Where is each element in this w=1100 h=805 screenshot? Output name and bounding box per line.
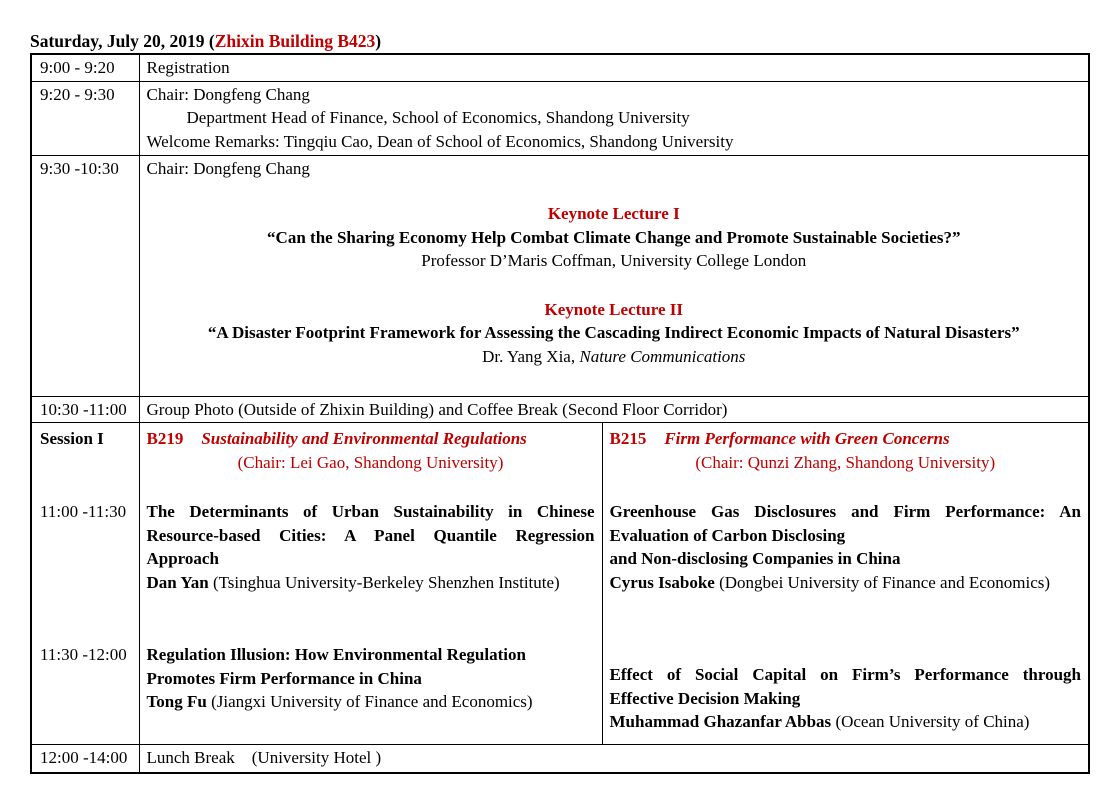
track-b-paper-1	[610, 500, 1082, 594]
track-a-paper-2-author-line	[147, 690, 595, 714]
program-table	[30, 53, 1090, 774]
track-b-paper-1-title-line-2: and Non-disclosing Companies in China	[609, 549, 901, 568]
row-opening	[31, 81, 1089, 155]
row-registration	[31, 54, 1089, 81]
session-1-slot2-time: 11:30 -12:00	[40, 645, 127, 664]
track-a-room-line	[147, 427, 595, 451]
session-1-slot1-time: 11:00 -11:30	[40, 502, 127, 521]
keynote-2-title: “A Disaster Footprint Framework for Assessing the Cascading Indirect Economic Impacts of Natural Disasters”	[207, 323, 1020, 342]
keynote-2	[147, 298, 1082, 369]
track-b-paper-1-title-line-1: Greenhouse Gas Disclosures and Firm Performance: An Evaluation of Carbon Disclosing	[609, 502, 1082, 545]
row-coffee-break	[31, 396, 1089, 423]
title-date: Saturday, July 20, 2019 (	[30, 31, 215, 51]
track-a-room: B219	[146, 429, 184, 448]
time-cell-keynotes: 9:30 -10:30	[31, 155, 139, 396]
track-a-paper-2	[147, 643, 595, 714]
track-b-room-line	[610, 427, 1082, 451]
track-a-name: Sustainability and Environmental Regulations	[201, 429, 527, 448]
track-b-paper-2-author-line	[610, 710, 1082, 734]
keynote-2-speaker	[147, 345, 1082, 369]
track-b-paper-1-affiliation: (Dongbei University of Finance and Economics)	[714, 572, 1051, 592]
session-1-track-b-cell	[602, 423, 1089, 745]
keynote-2-speaker-journal: Nature Communications	[579, 346, 746, 366]
registration-label: Registration	[139, 54, 1089, 81]
track-b-paper-2-author: Muhammad Ghazanfar Abbas	[609, 712, 832, 731]
title-suffix: )	[375, 31, 382, 51]
opening-cell	[139, 81, 1089, 155]
track-b-name: Firm Performance with Green Concerns	[664, 429, 950, 448]
coffee-break-label: Group Photo (Outside of Zhixin Building) and Coffee Break (Second Floor Corridor)	[139, 396, 1089, 423]
opening-welcome-remarks: Welcome Remarks: Tingqiu Cao, Dean of School of Economics, Shandong University	[146, 131, 734, 151]
keynote-2-heading: Keynote Lecture II	[544, 299, 683, 319]
lunch-label: Lunch Break (University Hotel )	[139, 745, 1089, 773]
opening-chair-affiliation: Department Head of Finance, School of Economics, Shandong University	[186, 108, 690, 127]
track-a-paper-1-author-line	[147, 571, 595, 595]
track-a-header	[147, 427, 595, 474]
keynotes-cell	[139, 155, 1089, 396]
track-b-chair: (Chair: Qunzi Zhang, Shandong University)	[695, 452, 996, 472]
title-location: Zhixin Building B423	[214, 31, 376, 51]
track-a-paper-1-affiliation: (Tsinghua University-Berkeley Shenzhen Institute)	[208, 572, 560, 592]
track-a-paper-2-author: Tong Fu	[146, 692, 207, 711]
time-cell-coffee-break: 10:30 -11:00	[31, 396, 139, 423]
track-a-paper-2-affiliation: (Jiangxi University of Finance and Economics)	[206, 692, 533, 711]
track-a-paper-1-title: The Determinants of Urban Sustainability in Chinese Resource-based Cities: A Panel Quantile Regression Approach	[146, 502, 595, 568]
track-b-header	[610, 427, 1082, 474]
row-session-1	[31, 423, 1089, 745]
track-a-paper-2-title-line-1: Regulation Illusion: How Environmental Regulation	[146, 645, 526, 664]
page-title	[30, 30, 381, 53]
keynote-2-speaker-name: Dr. Yang Xia,	[482, 346, 580, 366]
track-b-paper-1-author: Cyrus Isaboke	[609, 572, 715, 592]
time-cell-lunch: 12:00 -14:00	[31, 745, 139, 773]
keynote-1-heading: Keynote Lecture I	[547, 204, 680, 223]
time-cell-opening: 9:20 - 9:30	[31, 81, 139, 155]
track-b-paper-2-title: Effect of Social Capital on Firm’s Performance through Effective Decision Making	[609, 665, 1082, 708]
track-a-paper-1-author: Dan Yan	[146, 572, 209, 592]
keynote-1	[147, 202, 1082, 273]
row-lunch	[31, 745, 1089, 773]
session-1-label: Session I	[40, 429, 104, 448]
keynote-1-speaker: Professor D’Maris Coffman, University College London	[421, 251, 807, 270]
time-cell-registration: 9:00 - 9:20	[31, 54, 139, 81]
track-a-chair: (Chair: Lei Gao, Shandong University)	[237, 452, 504, 472]
track-b-paper-2	[610, 663, 1082, 734]
opening-chair: Chair: Dongfeng Chang	[146, 84, 310, 104]
session-1-track-a-cell	[139, 423, 602, 745]
track-b-room: B215	[609, 429, 647, 448]
keynote-1-title: “Can the Sharing Economy Help Combat Climate Change and Promote Sustainable Societies?”	[267, 227, 961, 247]
track-a-paper-2-title-line-2: Promotes Firm Performance in China	[146, 668, 422, 688]
row-keynotes	[31, 155, 1089, 396]
track-b-paper-2-affiliation: (Ocean University of China)	[831, 712, 1030, 731]
keynotes-chair: Chair: Dongfeng Chang	[146, 158, 310, 178]
session-1-time-cell	[31, 423, 139, 745]
track-a-paper-1	[147, 500, 595, 594]
track-b-paper-1-author-line	[610, 571, 1082, 595]
